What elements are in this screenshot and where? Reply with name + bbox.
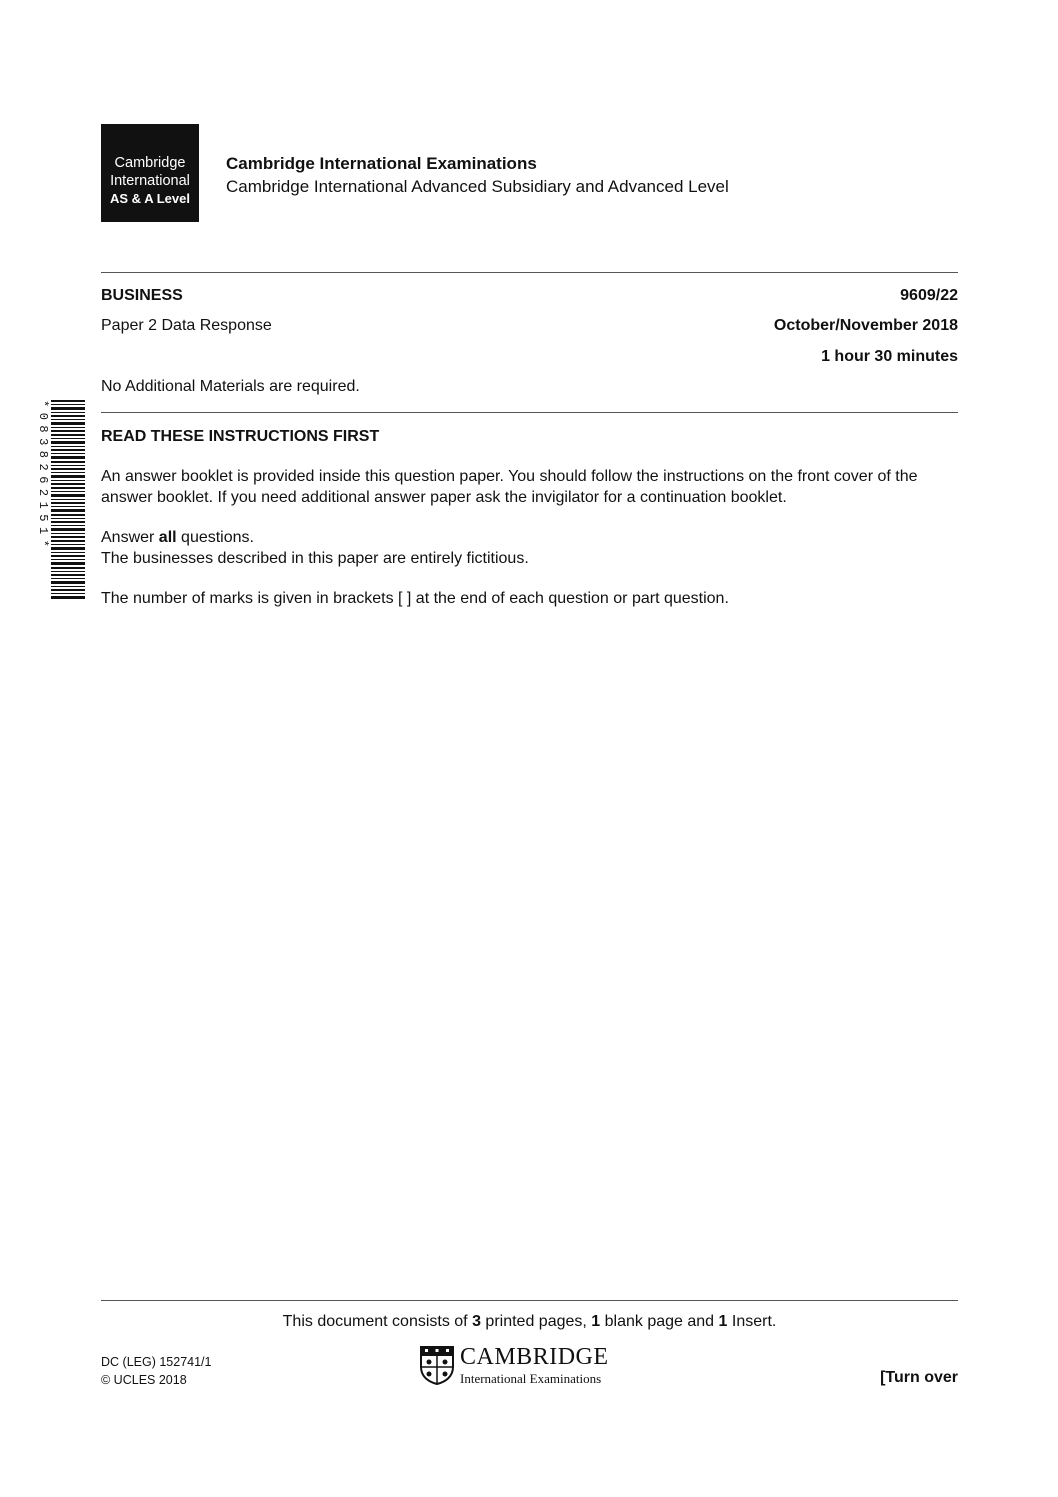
copyright-notice: © UCLES 2018 (101, 1373, 187, 1387)
turn-over-label: [Turn over (880, 1369, 958, 1386)
cambridge-subtitle: International Examinations (460, 1371, 602, 1386)
blank-count: 1 (591, 1313, 601, 1330)
logo-line-1: Cambridge (114, 155, 186, 171)
divider-footer (101, 1300, 958, 1301)
cambridge-as-a-level-logo (101, 124, 199, 222)
logo-line-2: International (110, 173, 190, 189)
answer-text-post: questions. (176, 529, 254, 546)
crest-graphic (419, 1345, 455, 1385)
insert-label: Insert. (727, 1313, 777, 1330)
cambridge-wordmark: CAMBRIDGE (460, 1344, 609, 1370)
cambridge-crest-icon (419, 1345, 455, 1390)
answer-all-line (101, 527, 961, 548)
subject-title: BUSINESS (101, 287, 183, 304)
exam-duration: 1 hour 30 minutes (821, 348, 958, 365)
exam-session: October/November 2018 (773, 317, 958, 334)
logo-line-3: AS & A Level (110, 191, 190, 206)
paper-code: 9609/22 (900, 287, 958, 304)
materials-note: No Additional Materials are required. (101, 378, 360, 395)
printed-label: printed pages, (480, 1313, 592, 1330)
document-reference: DC (LEG) 152741/1 (101, 1355, 212, 1369)
answer-text-pre: Answer (101, 529, 159, 546)
candidate-barcode (37, 400, 89, 601)
insert-count: 1 (718, 1313, 728, 1330)
consists-pre: This document consists of (282, 1313, 473, 1330)
barcode-graphic (37, 400, 89, 601)
divider-top (101, 272, 958, 273)
document-page-count (101, 1313, 958, 1331)
printed-count: 3 (472, 1313, 481, 1330)
divider-middle (101, 412, 958, 413)
marks-note: The number of marks is given in brackets [ ] at the end of each question or part question. (101, 590, 729, 607)
paper-title: Paper 2 Data Response (101, 317, 272, 334)
exam-board-name: Cambridge International Examinations (226, 154, 537, 173)
answer-text-all: all (158, 529, 177, 546)
blank-label: blank page and (600, 1313, 719, 1330)
barcode-text: *0838262151* (37, 400, 50, 553)
instructions-booklet-paragraph: An answer booklet is provided inside this question paper. You should follow the instructions on the front cover of the answer booklet. If you need additional answer paper ask the invigilator for a continuation booklet. (101, 468, 918, 506)
fictitious-note: The businesses described in this paper are entirely fictitious. (101, 550, 529, 567)
instructions-heading: READ THESE INSTRUCTIONS FIRST (101, 428, 380, 445)
qualification-name: Cambridge International Advanced Subsidiary and Advanced Level (226, 177, 729, 196)
